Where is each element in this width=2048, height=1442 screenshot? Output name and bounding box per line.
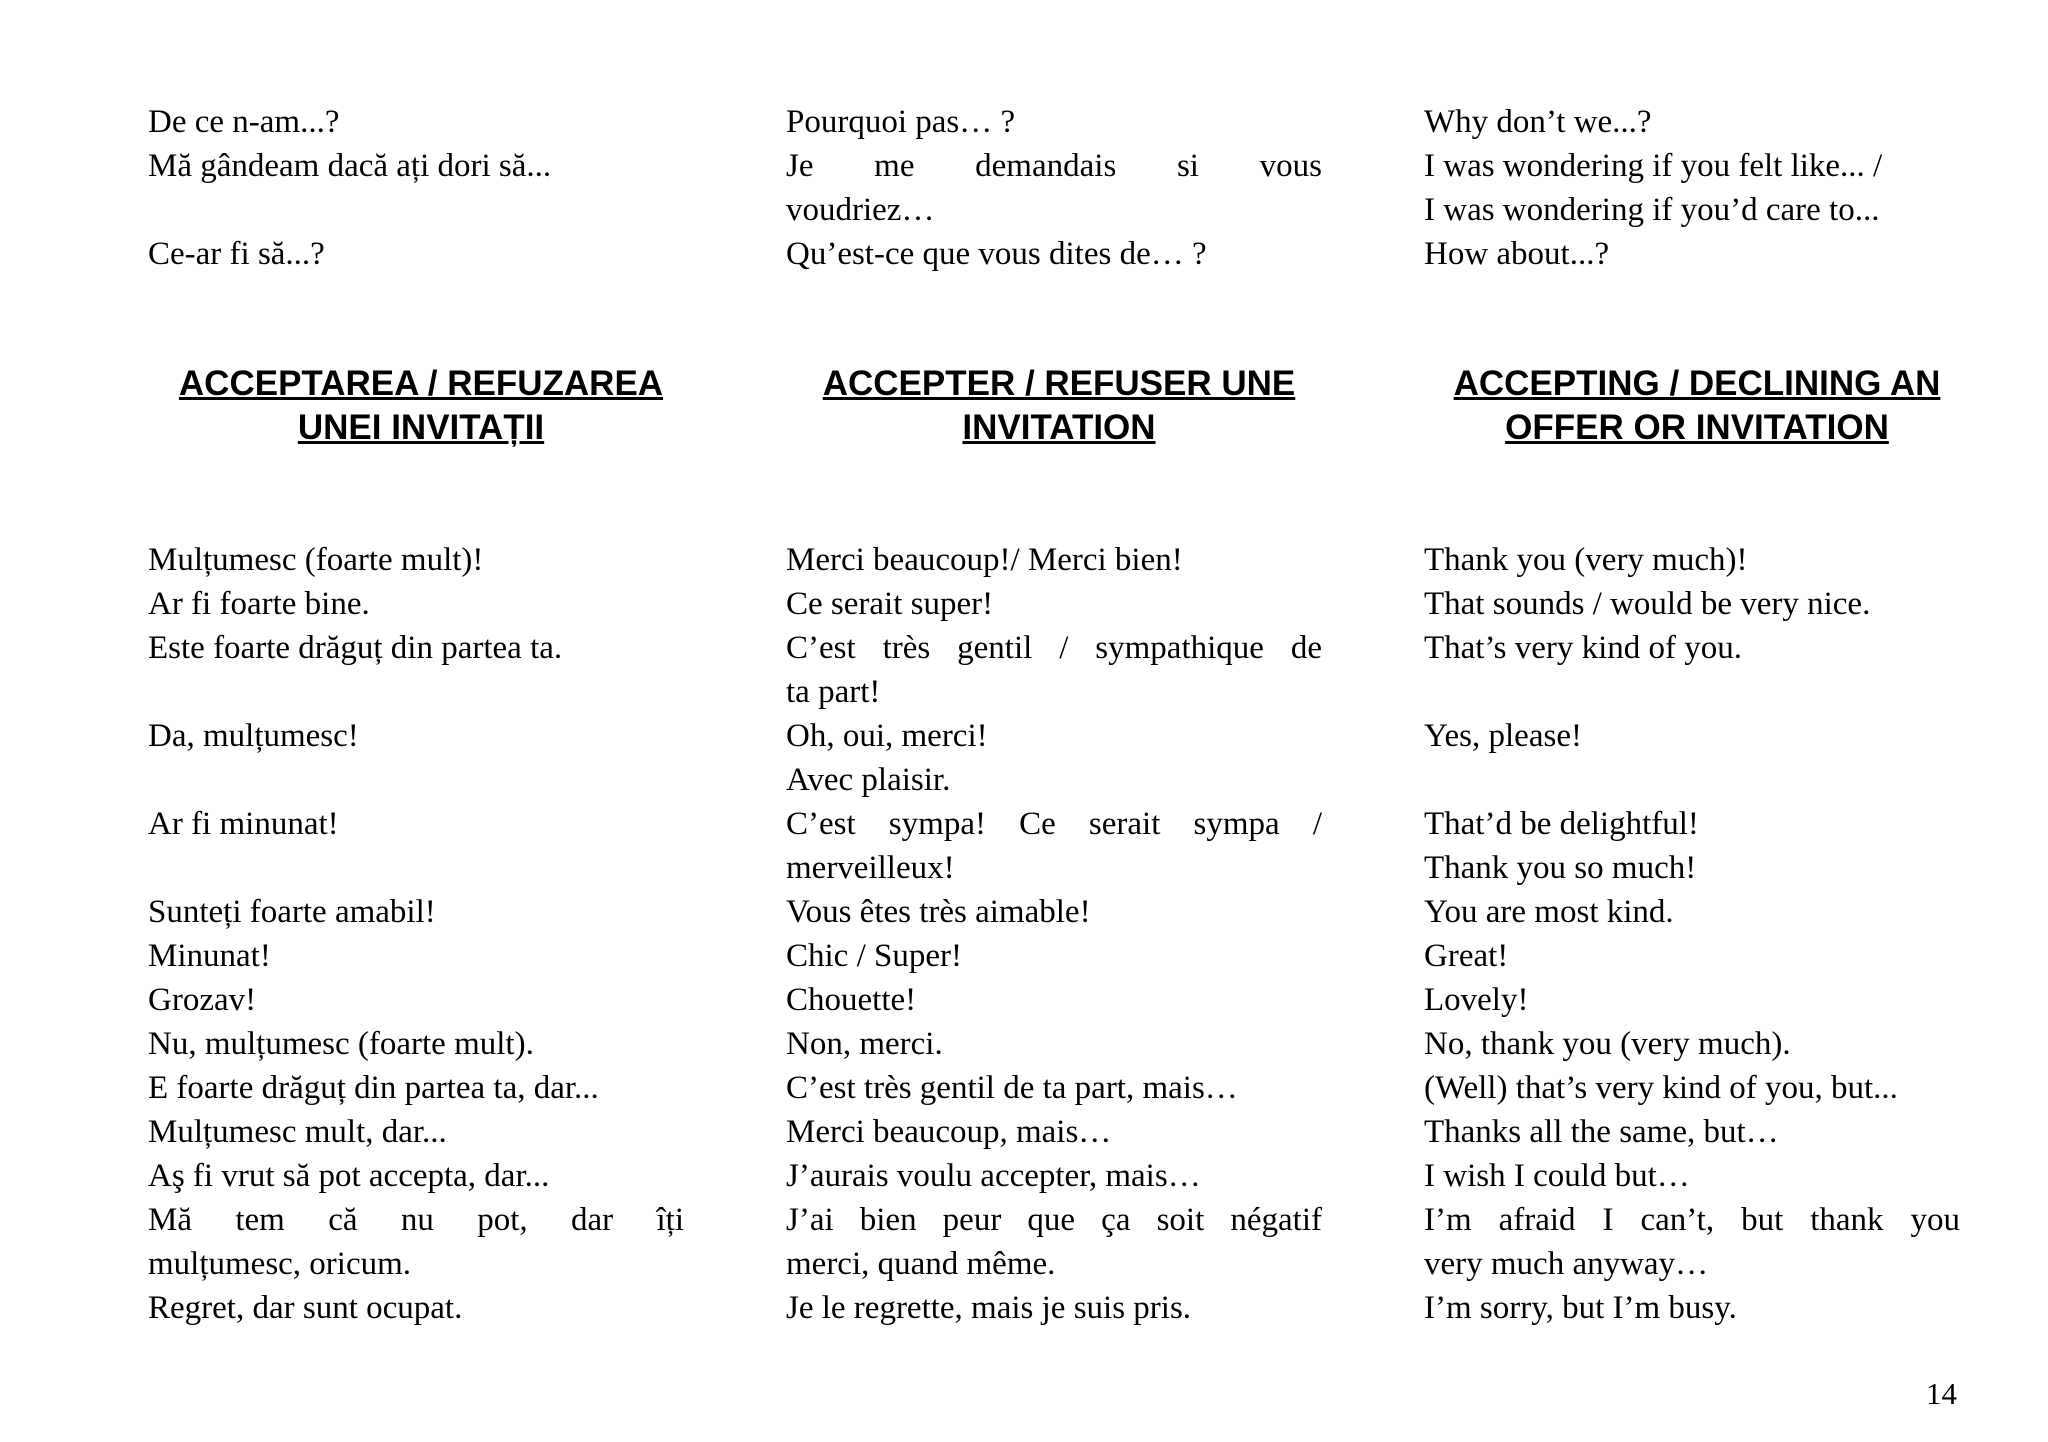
heading-line: UNEI INVITAȚII: [297, 408, 545, 447]
text-line: No, thank you (very much).: [1424, 1026, 1791, 1062]
text-line: J’ai bien peur que ça soit négatif: [786, 1202, 1322, 1238]
text-line: merci, quand même.: [786, 1246, 1056, 1282]
text-line: That’s very kind of you.: [1424, 630, 1743, 666]
text-line: Je me demandais si vous: [786, 148, 1322, 184]
text-line: Regret, dar sunt ocupat.: [148, 1290, 463, 1326]
text-line: E foarte drăguț din partea ta, dar...: [148, 1070, 599, 1106]
text-line: Lovely!: [1424, 982, 1529, 1018]
text-line: Merci beaucoup, mais…: [786, 1114, 1112, 1150]
text-line: Aş fi vrut să pot accepta, dar...: [148, 1158, 550, 1194]
text-line: How about...?: [1424, 236, 1610, 272]
text-line: Da, mulțumesc!: [148, 718, 359, 754]
text-line: ta part!: [786, 674, 881, 710]
heading-line: INVITATION: [962, 408, 1156, 447]
heading-line: ACCEPTER / REFUSER UNE: [822, 364, 1296, 403]
text-line: Thanks all the same, but…: [1424, 1114, 1779, 1150]
text-line: Pourquoi pas… ?: [786, 104, 1016, 140]
text-line: Ce serait super!: [786, 586, 994, 622]
text-line: Merci beaucoup!/ Merci bien!: [786, 542, 1183, 578]
text-line: merveilleux!: [786, 850, 955, 886]
text-line: Mulțumesc (foarte mult)!: [148, 542, 484, 578]
text-line: voudriez…: [786, 192, 935, 228]
text-line: Sunteți foarte amabil!: [148, 894, 436, 930]
heading-line: ACCEPTAREA / REFUZAREA: [178, 364, 664, 403]
text-line: I was wondering if you felt like... /: [1424, 148, 1883, 184]
text-line: (Well) that’s very kind of you, but...: [1424, 1070, 1898, 1106]
text-line: Ce-ar fi să...?: [148, 236, 325, 272]
text-line: I was wondering if you’d care to...: [1424, 192, 1880, 228]
text-line: That sounds / would be very nice.: [1424, 586, 1871, 622]
text-line: Mă gândeam dacă ați dori să...: [148, 148, 552, 184]
text-line: I’m afraid I can’t, but thank you: [1424, 1202, 1960, 1238]
text-line: De ce n-am...?: [148, 104, 340, 140]
text-line: very much anyway…: [1424, 1246, 1709, 1282]
text-line: mulțumesc, oricum.: [148, 1246, 412, 1282]
text-line: I wish I could but…: [1424, 1158, 1690, 1194]
text-line: Mă tem că nu pot, dar îți: [148, 1202, 684, 1238]
text-line: Grozav!: [148, 982, 257, 1018]
text-line: C’est très gentil / sympathique de: [786, 630, 1322, 666]
text-line: You are most kind.: [1424, 894, 1674, 930]
text-line: C’est sympa! Ce serait sympa /: [786, 806, 1322, 842]
text-line: Este foarte drăguț din partea ta.: [148, 630, 563, 666]
text-line: Mulțumesc mult, dar...: [148, 1114, 447, 1150]
text-line: C’est très gentil de ta part, mais…: [786, 1070, 1238, 1106]
text-line: Thank you (very much)!: [1424, 542, 1748, 578]
text-line: Avec plaisir.: [786, 762, 951, 798]
text-line: Je le regrette, mais je suis pris.: [786, 1290, 1192, 1326]
text-line: Thank you so much!: [1424, 850, 1697, 886]
text-line: Chic / Super!: [786, 938, 962, 974]
text-line: Minunat!: [148, 938, 271, 974]
text-line: Qu’est-ce que vous dites de… ?: [786, 236, 1207, 272]
text-line: Non, merci.: [786, 1026, 943, 1062]
text-line: Ar fi foarte bine.: [148, 586, 370, 622]
text-line: Ar fi minunat!: [148, 806, 339, 842]
text-line: Oh, oui, merci!: [786, 718, 988, 754]
text-line: Nu, mulțumesc (foarte mult).: [148, 1026, 534, 1062]
heading-line: ACCEPTING / DECLINING AN: [1453, 364, 1941, 403]
text-line: Vous êtes très aimable!: [786, 894, 1091, 930]
text-line: Great!: [1424, 938, 1509, 974]
text-line: That’d be delightful!: [1424, 806, 1699, 842]
text-line: J’aurais voulu accepter, mais…: [786, 1158, 1201, 1194]
text-line: Yes, please!: [1424, 718, 1582, 754]
page-number: 14: [1926, 1376, 1957, 1411]
text-line: Chouette!: [786, 982, 917, 1018]
text-line: I’m sorry, but I’m busy.: [1424, 1290, 1737, 1326]
heading-line: OFFER OR INVITATION: [1505, 408, 1889, 447]
text-line: Why don’t we...?: [1424, 104, 1652, 140]
